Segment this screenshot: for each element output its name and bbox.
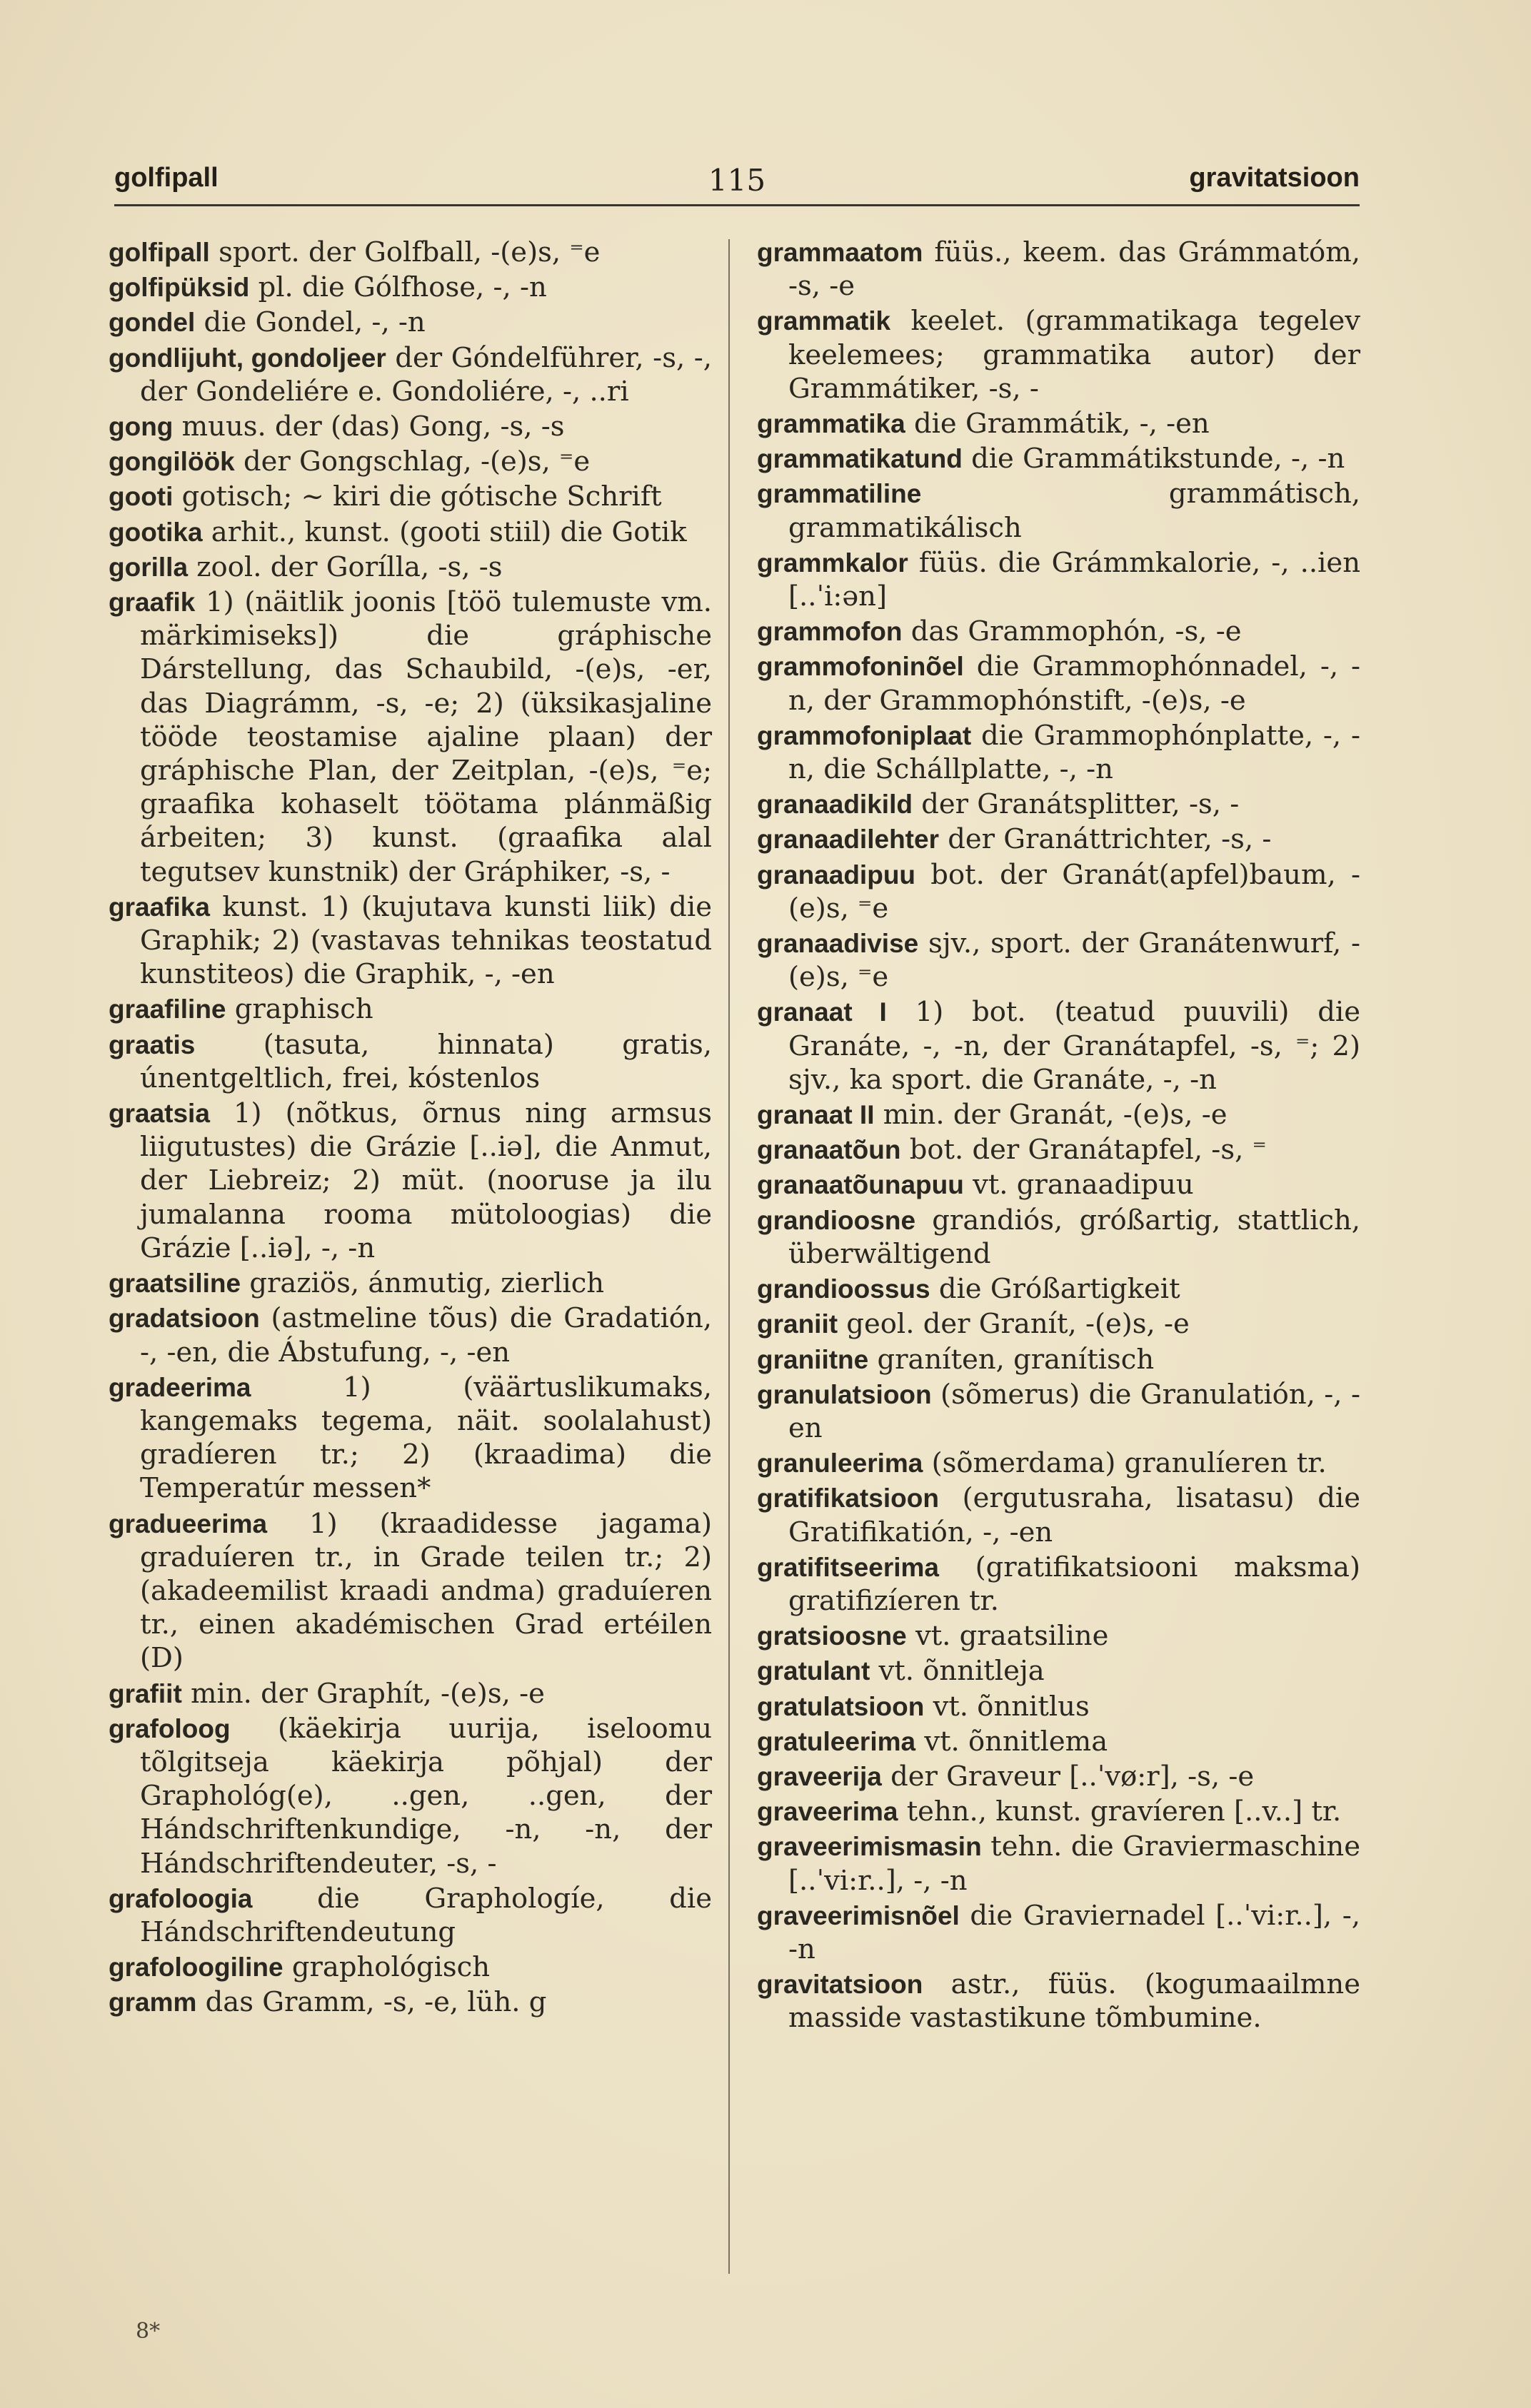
dictionary-entry xyxy=(757,1481,1360,1548)
entry-headword: golfipall xyxy=(109,238,210,267)
entry-headword: graatsia xyxy=(109,1099,210,1129)
dictionary-entry xyxy=(757,1830,1360,1897)
dictionary-entry xyxy=(757,1307,1360,1341)
signature-mark: 8* xyxy=(136,2319,161,2344)
entry-definition: vt. õnnitleja xyxy=(870,1655,1045,1688)
dictionary-entry xyxy=(757,1551,1360,1618)
entry-definition: graphisch xyxy=(226,993,373,1026)
entry-headword: gootika xyxy=(109,517,203,547)
entry-headword: grammofon xyxy=(757,617,903,647)
dictionary-entry xyxy=(757,615,1360,648)
dictionary-entry xyxy=(757,442,1360,475)
dictionary-entry xyxy=(757,650,1360,717)
dictionary-entry xyxy=(757,1168,1360,1202)
dictionary-entry xyxy=(757,1899,1360,1966)
dictionary-entry xyxy=(109,1712,712,1880)
entry-definition: (gratifikatsiooni maksma) gratifizíeren tr. xyxy=(788,1551,1360,1617)
entry-definition: arhit., kunst. (gooti stiil) die Gotik xyxy=(202,515,687,548)
entry-headword: graveerimismasin xyxy=(757,1832,982,1862)
entry-headword: granaatõunapuu xyxy=(757,1170,964,1200)
page-header xyxy=(114,163,1360,206)
entry-definition: der Góndelführer, -s, -, der Gondeliére e. Gondoliére, -, ..ri xyxy=(140,341,712,408)
entry-definition: der Graveur [..ˈvø:r], -s, -e xyxy=(881,1760,1255,1793)
dictionary-entry xyxy=(109,1985,712,2019)
entry-definition: 1) (näitlik joonis [töö tulemuste vm. märkimiseks]) die gráphische Dárstellung, das Schaubild, -(e)s, -er, das Diagrámm, -s, -e; 2) (üksikasjaline tööde teostamise ajaline plaan) der gráphische Plan, der Zeitplan, -(e)s, ⁼e; graafika kohaselt töötama plánmäßig árbeiten; 3) kunst. (graafika alal tegutsev kunstnik) der Gráphiker, -s, - xyxy=(140,586,712,888)
entry-definition: tehn., kunst. gravíeren [..v..] tr. xyxy=(898,1795,1342,1828)
dictionary-entry xyxy=(757,546,1360,613)
entry-definition: bot. der Granát(apfel)baum, -(e)s, ⁼e xyxy=(788,858,1360,925)
entry-definition: 1) (kraadidesse jagama) graduíeren tr., in Grade teilen tr.; 2) (akadeemilist kraadi andma) graduíeren tr., einen akadémischen Grad ertéilen (D) xyxy=(140,1507,712,1675)
entry-definition: die Graviernadel [..ˈvi:r..], -, -n xyxy=(788,1899,1360,1965)
entry-definition: das Gramm, -s, -e, lüh. g xyxy=(196,1986,547,2019)
entry-definition: (astmeline tõus) die Gradatión, -, -en, die Ábstufung, -, -en xyxy=(140,1302,712,1369)
dictionary-entry xyxy=(109,236,712,269)
entry-definition: vt. õnnitlema xyxy=(915,1725,1108,1758)
entry-definition: graníten, granítisch xyxy=(868,1343,1155,1376)
dictionary-entry xyxy=(757,719,1360,786)
dictionary-entry xyxy=(757,1725,1360,1758)
dictionary-entry xyxy=(109,1301,712,1369)
dictionary-entry xyxy=(757,995,1360,1097)
entry-definition: 1) (väärtuslikumaks, kangemaks tegema, näit. soolalahust) gradíeren tr.; 2) (kraadima) die Temperatúr messen* xyxy=(140,1371,712,1505)
dictionary-entry xyxy=(757,822,1360,856)
column-divider xyxy=(728,239,730,2274)
dictionary-entry xyxy=(757,927,1360,994)
entry-headword: graveerija xyxy=(757,1761,882,1791)
dictionary-entry xyxy=(757,477,1360,544)
entry-headword: graafika xyxy=(109,892,210,922)
entry-definition: die Gróßartigkeit xyxy=(930,1273,1180,1306)
entry-headword: granaat II xyxy=(757,1100,875,1130)
entry-headword: granulatsioon xyxy=(757,1379,932,1409)
entry-headword: graatsiline xyxy=(109,1269,241,1299)
entry-definition: sjv., sport. der Granátenwurf, -(e)s, ⁼e xyxy=(788,927,1360,994)
dictionary-entry xyxy=(757,787,1360,821)
entry-headword: grafoloog xyxy=(109,1713,231,1743)
entry-headword: grammofoniplaat xyxy=(757,720,972,750)
page-number: 115 xyxy=(708,163,766,198)
dictionary-entry xyxy=(109,1266,712,1300)
dictionary-entry xyxy=(757,304,1360,405)
right-column xyxy=(757,236,1360,2037)
entry-headword: gondlijuht, gondoljeer xyxy=(109,343,386,373)
entry-definition: graphológisch xyxy=(283,1951,491,1984)
dictionary-entry xyxy=(757,858,1360,925)
entry-definition: kunst. 1) (kujutava kunsti liik) die Graphik; 2) (vastavas tehnikas teostatud kunstiteos) die Graphik, -, -en xyxy=(140,890,712,991)
entry-definition: muus. der (das) Gong, -s, -s xyxy=(173,410,565,443)
dictionary-entry xyxy=(757,1378,1360,1445)
entry-definition: gotisch; ~ kiri die gótische Schrift xyxy=(173,480,662,513)
entry-definition: die Grammophónplatte, -, -n, die Schállplatte, -, -n xyxy=(788,719,1360,786)
entry-definition: (tasuta, hinnata) gratis, únentgeltlich, frei, kóstenlos xyxy=(140,1028,712,1094)
dictionary-entry xyxy=(757,1204,1360,1271)
entry-headword: gong xyxy=(109,412,174,442)
dictionary-entry xyxy=(757,236,1360,303)
header-rule xyxy=(114,204,1360,206)
entry-definition: min. der Graphít, -(e)s, -e xyxy=(181,1677,545,1710)
dictionary-entry xyxy=(109,271,712,304)
dictionary-entry xyxy=(109,341,712,408)
dictionary-entry xyxy=(109,1950,712,1984)
header-last-word: gravitatsioon xyxy=(1189,163,1360,193)
entry-headword: gratulant xyxy=(757,1656,870,1686)
dictionary-entry xyxy=(757,1343,1360,1376)
dictionary-entry xyxy=(109,1028,712,1095)
entry-definition: (käekirja uurija, iseloomu tõlgitseja käekirja põhjal) der Graphológ(e), ..gen, ..gen, der Hándschriftenkundige, -n, -n, der Hándschriftendeuter, -s, - xyxy=(140,1712,712,1880)
dictionary-entry xyxy=(109,306,712,339)
dictionary-entry xyxy=(757,1760,1360,1793)
entry-headword: granaadipuu xyxy=(757,860,916,890)
dictionary-entry xyxy=(109,550,712,584)
entry-definition: die Graphologíe, die Hándschriftendeutung xyxy=(140,1882,712,1948)
entry-definition: keelet. (grammatikaga tegelev keelemees; grammatika autor) der Grammátiker, -s, - xyxy=(788,305,1360,405)
dictionary-entry xyxy=(757,1133,1360,1167)
entry-headword: graniit xyxy=(757,1309,838,1339)
entry-definition: (ergutusraha, lisatasu) die Gratifikatión, -, -en xyxy=(788,1482,1360,1548)
entry-headword: gratulatsioon xyxy=(757,1691,925,1721)
dictionary-entry xyxy=(757,1098,1360,1132)
dictionary-entry xyxy=(757,1968,1360,2035)
entry-definition: (sõmerdama) granulíeren tr. xyxy=(923,1447,1327,1480)
entry-headword: golfipüksid xyxy=(109,273,250,303)
entry-headword: gooti xyxy=(109,482,174,512)
dictionary-entry xyxy=(109,410,712,443)
entry-headword: gramm xyxy=(109,1988,197,2017)
entry-headword: grammkalor xyxy=(757,548,908,578)
entry-headword: gondel xyxy=(109,308,196,338)
entry-definition: die Grammátik, -, -en xyxy=(905,408,1210,440)
entry-headword: grammatikatund xyxy=(757,444,963,474)
entry-definition: die Grammophónnadel, -, -n, der Grammophónstift, -(e)s, -e xyxy=(788,650,1360,717)
dictionary-entry xyxy=(109,992,712,1026)
entry-headword: graveerimisnõel xyxy=(757,1900,960,1930)
entry-headword: gratifitseerima xyxy=(757,1552,939,1582)
entry-definition: grammátisch, grammatikálisch xyxy=(788,478,1360,544)
entry-headword: graveerima xyxy=(757,1797,898,1827)
entry-headword: gradueerima xyxy=(109,1508,268,1538)
entry-headword: gradeerima xyxy=(109,1372,251,1402)
dictionary-entry xyxy=(757,1272,1360,1306)
entry-headword: gongilöök xyxy=(109,447,235,477)
entry-definition: tehn. die Graviermaschine [..ˈvi:r..], -, -n xyxy=(788,1830,1360,1897)
entry-definition: die Grammátikstunde, -, -n xyxy=(962,443,1345,475)
entry-headword: gratifikatsioon xyxy=(757,1483,939,1513)
entry-headword: granuleerima xyxy=(757,1449,923,1478)
entry-headword: graafiline xyxy=(109,994,226,1024)
dictionary-entry xyxy=(109,585,712,889)
entry-definition: die Gondel, -, -n xyxy=(195,306,426,339)
entry-headword: granaadivise xyxy=(757,929,919,959)
entry-headword: gorilla xyxy=(109,552,189,582)
entry-headword: granaatõun xyxy=(757,1135,901,1165)
entry-definition: vt. õnnitlus xyxy=(924,1690,1090,1723)
entry-headword: gratuleerima xyxy=(757,1726,916,1756)
entry-headword: grammatiline xyxy=(757,479,922,509)
entry-definition: sport. der Golfball, -(e)s, ⁼e xyxy=(209,236,601,268)
entry-headword: grammatik xyxy=(757,306,891,336)
entry-headword: grafoloogiline xyxy=(109,1953,283,1983)
entry-headword: grammofoninõel xyxy=(757,652,964,682)
dictionary-entry xyxy=(109,890,712,992)
dictionary-entry xyxy=(757,1795,1360,1828)
dictionary-entry xyxy=(757,407,1360,440)
entry-headword: graafik xyxy=(109,588,196,618)
entry-definition: zool. der Gorílla, -s, -s xyxy=(188,550,503,583)
entry-headword: gratsioosne xyxy=(757,1621,907,1651)
header-first-word: golfipall xyxy=(114,163,219,193)
entry-headword: grafiit xyxy=(109,1678,182,1708)
entry-definition: der Granáttrichter, -s, - xyxy=(938,823,1272,856)
entry-definition: pl. die Gólfhose, -, -n xyxy=(249,271,547,304)
entry-definition: astr., füüs. (kogumaailmne masside vastastikune tõmbumine. xyxy=(788,1968,1360,2035)
entry-headword: grandioosne xyxy=(757,1205,916,1235)
entry-definition: der Granátsplitter, -s, - xyxy=(912,788,1240,821)
entry-definition: füüs., keem. das Grámmatóm, -s, -e xyxy=(788,236,1360,303)
entry-headword: gradatsioon xyxy=(109,1304,260,1334)
dictionary-entry xyxy=(109,1882,712,1949)
dictionary-entry xyxy=(757,1619,1360,1653)
entry-definition: das Grammophón, -s, -e xyxy=(902,615,1242,648)
entry-headword: graniitne xyxy=(757,1344,869,1374)
dictionary-entry xyxy=(109,445,712,478)
left-column xyxy=(109,236,712,2021)
entry-definition: der Gongschlag, -(e)s, ⁼e xyxy=(234,445,591,478)
dictionary-entry xyxy=(757,1446,1360,1480)
entry-headword: grammatika xyxy=(757,409,905,439)
dictionary-entry xyxy=(109,1097,712,1265)
dictionary-entry xyxy=(109,1371,712,1506)
dictionary-entry xyxy=(109,515,712,549)
entry-headword: granaat I xyxy=(757,997,887,1027)
entry-definition: vt. granaadipuu xyxy=(963,1169,1194,1202)
dictionary-entry xyxy=(109,1677,712,1711)
entry-definition: füüs. die Grámmkalorie, -, ..ien [..ˈi:ən] xyxy=(788,546,1360,613)
entry-headword: grandioossus xyxy=(757,1274,930,1304)
entry-headword: gravitatsioon xyxy=(757,1970,923,2000)
entry-definition: grandiós, gróßartig, stattlich, überwältigend xyxy=(788,1204,1360,1270)
dictionary-entry xyxy=(757,1690,1360,1723)
entry-definition: graziös, ánmutig, zierlich xyxy=(241,1267,605,1300)
entry-definition: (sõmerus) die Granulatión, -, -en xyxy=(788,1378,1360,1444)
entry-definition: vt. graatsiline xyxy=(906,1620,1109,1653)
entry-definition: bot. der Granátapfel, -s, ⁼ xyxy=(900,1134,1267,1167)
entry-headword: granaadilehter xyxy=(757,825,939,855)
entry-definition: min. der Granát, -(e)s, -e xyxy=(874,1099,1228,1132)
dictionary-entry xyxy=(757,1654,1360,1688)
entry-headword: granaadikild xyxy=(757,790,913,820)
dictionary-entry xyxy=(109,480,712,513)
dictionary-entry xyxy=(109,1507,712,1676)
entry-definition: 1) bot. (teatud puuvili) die Granáte, -, -n, der Granátapfel, -s, ⁼; 2) sjv., ka sport. die Granáte, -, -n xyxy=(788,996,1360,1096)
entry-definition: 1) (nõtkus, õrnus ning armsus liigutustes) die Grázie [..iə], die Anmut, der Liebreiz; 2) müt. (nooruse ja ilu jumalanna rooma mütoloogias) die Grázie [..iə], -, -n xyxy=(140,1097,712,1264)
entry-headword: grammaatom xyxy=(757,238,923,267)
entry-definition: geol. der Granít, -(e)s, -e xyxy=(838,1308,1190,1341)
entry-headword: graatis xyxy=(109,1029,196,1059)
entry-headword: grafoloogia xyxy=(109,1883,253,1913)
